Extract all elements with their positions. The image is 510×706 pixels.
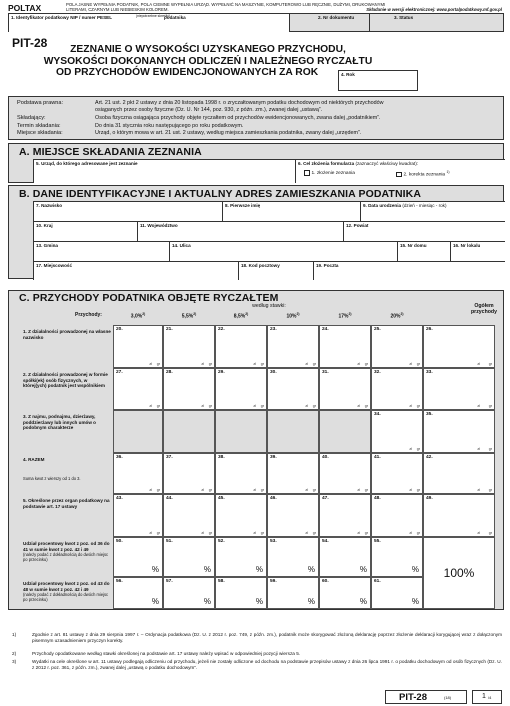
grosz-unit: gr <box>364 362 368 366</box>
zloty-unit: zł <box>357 531 360 535</box>
rate-value: 20% <box>390 313 401 320</box>
field-number: 27. <box>116 370 123 375</box>
rate-footnote-ref: 2) <box>400 312 404 316</box>
house-number-label: 15. Nr domu <box>400 243 427 248</box>
field-number: 55. <box>374 539 381 544</box>
zloty-unit: zł <box>253 362 256 366</box>
percent-sign: % <box>255 565 263 574</box>
field-number: 36. <box>116 455 123 460</box>
field-number: 54. <box>322 539 329 544</box>
section-b-title: B. DANE IDENTYFIKACYJNE I AKTUALNY ADRES ZAMIESZKANIA PODATNIKA <box>19 188 422 200</box>
row-label-partnership <box>23 372 111 389</box>
zloty-unit: zł <box>149 531 152 535</box>
city-field[interactable] <box>33 261 238 280</box>
house-number-field[interactable] <box>397 241 450 261</box>
option-filing[interactable] <box>304 170 355 176</box>
cell-tax-authority-5[interactable] <box>319 494 371 537</box>
tax-office-field[interactable] <box>33 159 295 183</box>
document-number-label: 2. Nr dokumentu <box>318 15 355 20</box>
zloty-unit: zł <box>201 362 204 366</box>
legal-basis-label: Podstawa prawna: <box>17 100 64 106</box>
form-purpose-note: (zaznaczyć właściwy kwadrat): <box>355 161 418 166</box>
rate-footnote-ref: 2) <box>296 312 300 316</box>
grosz-unit: gr <box>488 447 492 451</box>
legal-info-box <box>8 96 504 140</box>
apartment-number-label: 16. Nr lokalu <box>453 243 481 248</box>
first-name-field[interactable] <box>222 201 360 221</box>
grosz-unit: gr <box>208 362 212 366</box>
document-number-field <box>290 14 370 32</box>
field-number: 59. <box>270 579 277 584</box>
total-share-box <box>423 537 495 609</box>
header-id-box <box>8 13 504 32</box>
field-number: 26. <box>426 327 433 332</box>
field-number: 42. <box>426 455 433 460</box>
field-number: 61. <box>374 579 381 584</box>
total-header <box>464 304 504 316</box>
grosz-unit: gr <box>312 531 316 535</box>
zloty-unit: zł <box>477 531 480 535</box>
total-header-line1: Ogółem <box>474 303 494 309</box>
cell-sole-proprietorship-7[interactable] <box>423 325 495 368</box>
nip-pesel-suffix: podatnika <box>164 15 186 20</box>
place-text: Urząd, o którym mowa w art. 21 ust. 2 ustawy, według miejsca zamieszkania podatnika, zwany dalej „urzędem”. <box>95 130 362 136</box>
street-field[interactable] <box>169 241 397 261</box>
cell-rental-1 <box>113 410 163 453</box>
footnote-number: 2) <box>12 651 17 656</box>
country-label: 10. Kraj <box>36 223 53 228</box>
zloty-unit: zł <box>477 362 480 366</box>
zloty-unit: zł <box>409 404 412 408</box>
footnote-text: Wydatki na cele określone w art. 11 ustawy podlegają odliczeniu od przychodu, jeżeli nie zostały odliczone od dochodu na podstawie przepisów ustawy z dnia 26 lipca 1991 r. o podatku dochodowym od osób fizycznych (Dz. U. z 2012 r. poz. 361, z późn. zm.), zwanej dalej „ustawą o podatku dochodowym”. <box>32 659 502 670</box>
cell-rental-4 <box>267 410 319 453</box>
year-label: 4. Rok <box>341 72 355 77</box>
footnote-text: Przychody opodatkowane według stawki określonej na podstawie art. 17 ustawy należy wpisać w odpowiedniej pozycji wiersza 5. <box>32 651 301 656</box>
field-number: 45. <box>218 496 225 501</box>
rate-header-5 <box>319 313 371 320</box>
zloty-unit: zł <box>409 531 412 535</box>
cell-partnership-7[interactable] <box>423 368 495 410</box>
row-label-text: 3. Z najmu, podnajmu, dzierżawy, poddzierżawy lub innych umów o podobnym charakterze <box>23 414 96 430</box>
tax-office-label: 5. Urząd, do którego adresowane jest zeznanie <box>36 161 138 166</box>
zloty-unit: zł <box>305 488 308 492</box>
apartment-number-field[interactable] <box>450 241 505 261</box>
grosz-unit: gr <box>312 362 316 366</box>
grosz-unit: gr <box>416 447 420 451</box>
row-label-text: Udział procentowy kwot z poz. od 43 do 48 w sumie kwot z poz. 42 i 49 <box>23 581 110 592</box>
city-label: 17. Miejscowość <box>36 263 73 268</box>
footnote-text: Zgodnie z art. 81 ustawy z dnia 29 sierpnia 1997 r. – Ordynacja podatkowa (Dz. U. z 2012 r. poz. 749, z późn. zm.), podatnik może skorygować złożoną deklarację poprzez złożenie deklaracji korygującej wraz z dołączonym pisemnym uzasadnieniem przyczyn korekty. <box>32 632 502 643</box>
row-label-text: 5. Określone przez organ podatkowy na podstawie art. 17 ustawy <box>23 498 110 509</box>
percent-sign: % <box>203 565 211 574</box>
grosz-unit: gr <box>416 362 420 366</box>
birth-date-label: 9. Data urodzenia <box>363 203 402 208</box>
grosz-unit: gr <box>364 404 368 408</box>
grosz-unit: gr <box>416 531 420 535</box>
zloty-unit: zł <box>149 488 152 492</box>
grosz-unit: gr <box>416 404 420 408</box>
cell-total-1[interactable] <box>113 453 163 494</box>
grosz-unit: gr <box>260 404 264 408</box>
correction-checkbox[interactable] <box>396 172 402 178</box>
field-number: 29. <box>218 370 225 375</box>
field-number: 46. <box>270 496 277 501</box>
grosz-unit: gr <box>208 404 212 408</box>
field-number: 28. <box>166 370 173 375</box>
grosz-unit: gr <box>260 488 264 492</box>
nip-pesel-note: (niepotrzebne skreślić) <box>136 14 171 18</box>
surname-field[interactable] <box>33 201 222 221</box>
percent-sign: % <box>359 597 367 606</box>
section-a-title: A. MIEJSCE SKŁADANIA ZEZNANIA <box>19 146 202 158</box>
county-field[interactable] <box>343 221 505 241</box>
rate-header-1 <box>113 313 163 320</box>
field-number: 57. <box>166 579 173 584</box>
grosz-unit: gr <box>488 531 492 535</box>
field-number: 47. <box>322 496 329 501</box>
field-number: 43. <box>116 496 123 501</box>
filing-checkbox[interactable] <box>304 170 310 176</box>
footer-code-box <box>385 690 467 704</box>
row-label-share-pct-b <box>23 581 111 603</box>
zloty-unit: zł <box>477 488 480 492</box>
rate-header-3 <box>215 313 267 320</box>
field-number: 23. <box>270 327 277 332</box>
option-correction-sup: 1) <box>446 170 450 174</box>
legal-basis-text2: osiąganych przez osoby fizyczne (Dz. U. Nr 144, poz. 930, z późn. zm.), zwanej dalej „ustawą”. <box>95 106 323 113</box>
footer-page-number: 1 <box>482 693 486 700</box>
rate-value: 17% <box>338 313 349 320</box>
field-number: 39. <box>270 455 277 460</box>
field-number: 33. <box>426 370 433 375</box>
grosz-unit: gr <box>312 404 316 408</box>
submitter-text: Osoba fizyczna osiągająca przychody objęte ryczałtem od przychodów ewidencjonowanych, zwana dalej „podatnikiem”. <box>95 115 381 121</box>
field-number: 48. <box>374 496 381 501</box>
zloty-unit: zł <box>357 362 360 366</box>
field-number: 37. <box>166 455 173 460</box>
footnote-number: 3) <box>12 659 17 664</box>
municipality-field[interactable] <box>33 241 169 261</box>
option-correction-label: 2. korekta zeznania <box>403 172 446 178</box>
zloty-unit: zł <box>201 531 204 535</box>
zloty-unit: zł <box>149 404 152 408</box>
zloty-unit: zł <box>253 488 256 492</box>
cell-partnership-6[interactable] <box>371 368 423 410</box>
cell-share-pct-b-6[interactable] <box>371 577 423 609</box>
deadline-label: Termin składania: <box>17 122 61 129</box>
cell-total-7[interactable] <box>423 453 495 494</box>
field-number: 31. <box>322 370 329 375</box>
cell-sole-proprietorship-5[interactable] <box>319 325 371 368</box>
cell-tax-authority-3[interactable] <box>215 494 267 537</box>
row-label-note: (należy podać z dokładnością do dwóch miejsc po przecinku) <box>23 592 109 602</box>
option-correction[interactable] <box>396 170 449 178</box>
legal-info-rows <box>17 100 501 139</box>
zloty-unit: zł <box>477 447 480 451</box>
birth-date-field[interactable] <box>360 201 505 221</box>
option-filing-label: 1. złożenie zeznania <box>311 171 355 177</box>
cell-share-pct-a-2[interactable] <box>163 537 215 577</box>
field-number: 53. <box>270 539 277 544</box>
nip-pesel-label: 1. Identyfikator podatkowy NIP / numer PESEL <box>11 15 112 20</box>
zloty-unit: zł <box>201 488 204 492</box>
legal-row-place <box>17 132 501 139</box>
cell-tax-authority-2[interactable] <box>163 494 215 537</box>
rate-footnote-ref: 2) <box>193 312 197 316</box>
cell-sole-proprietorship-3[interactable] <box>215 325 267 368</box>
submitter-label: Składający: <box>17 115 46 121</box>
zloty-unit: zł <box>305 531 308 535</box>
row-label-sole-proprietorship <box>23 329 111 340</box>
nip-pesel-field[interactable] <box>9 14 290 32</box>
field-number: 40. <box>322 455 329 460</box>
grosz-unit: gr <box>208 488 212 492</box>
zloty-unit: zł <box>357 488 360 492</box>
zloty-unit: zł <box>253 531 256 535</box>
cell-sole-proprietorship-4[interactable] <box>267 325 319 368</box>
percent-sign: % <box>203 597 211 606</box>
income-header: Przychody: <box>75 312 102 318</box>
cell-tax-authority-1[interactable] <box>113 494 163 537</box>
cell-partnership-1[interactable] <box>113 368 163 410</box>
grosz-unit: gr <box>488 362 492 366</box>
cell-sole-proprietorship-6[interactable] <box>371 325 423 368</box>
zloty-unit: zł <box>477 404 480 408</box>
zloty-unit: zł <box>201 404 204 408</box>
rate-value: 3,0% <box>130 313 143 320</box>
field-number: 21. <box>166 327 173 332</box>
row-label-share-pct-a <box>23 541 111 563</box>
cell-share-pct-b-1[interactable] <box>113 577 163 609</box>
row-label-tax-authority <box>23 498 111 509</box>
form-title-line1: ZEZNANIE O WYSOKOŚCI UZYSKANEGO PRZYCHODU, <box>70 44 346 55</box>
row-label-rental <box>23 414 111 431</box>
percent-sign: % <box>411 597 419 606</box>
cell-share-pct-a-6[interactable] <box>371 537 423 577</box>
rates-header: według stawki: <box>252 303 286 309</box>
form-purpose-field <box>295 159 505 183</box>
field-number: 49. <box>426 496 433 501</box>
footer-version: (18) <box>444 695 452 700</box>
cell-share-pct-b-3[interactable] <box>215 577 267 609</box>
grosz-unit: gr <box>416 488 420 492</box>
field-number: 51. <box>166 539 173 544</box>
instructions-eform: Składanie w wersji elektronicznej: www.portalpodatkowy.mf.gov.pl <box>366 7 502 12</box>
cell-total-4[interactable] <box>267 453 319 494</box>
section-a <box>8 143 504 183</box>
street-label: 14. Ulica <box>172 243 191 248</box>
zloty-unit: zł <box>253 404 256 408</box>
field-number: 34. <box>374 412 381 417</box>
rate-value: 5,5% <box>181 313 194 320</box>
field-number: 58. <box>218 579 225 584</box>
percent-sign: % <box>411 565 419 574</box>
row-label-text: 4. RAZEM <box>23 457 45 462</box>
zloty-unit: zł <box>409 447 412 451</box>
cell-total-5[interactable] <box>319 453 371 494</box>
section-c <box>8 290 504 610</box>
place-label: Miejsce składania: <box>17 130 63 136</box>
field-number: 24. <box>322 327 329 332</box>
rate-footnote-ref: 2) <box>348 312 352 316</box>
row-label-note: (należy podać z dokładnością do dwóch miejsc po przecinku) <box>23 552 109 562</box>
instructions-line1: POLA JASNE WYPEŁNIA PODATNIK, POLA CIEMNE WYPEŁNIA URZĄD. WYPEŁNIĆ NA MASZYNIE, KOMPUTEROWO LUB RĘCZNIE, DUŻYMI, DRUKOWANYMI <box>66 2 386 7</box>
cell-share-pct-b-5[interactable] <box>319 577 371 609</box>
legal-basis-text <box>95 100 500 114</box>
rate-value: 8,5% <box>233 313 246 320</box>
row-label-text: 2. Z działalności prowadzonej w formie spółki(ek) osób fizycznych, w której(ych) podatnik jest wspólnikiem <box>23 372 108 388</box>
percent-sign: % <box>151 597 159 606</box>
grosz-unit: gr <box>312 488 316 492</box>
footer-page-count: /4 <box>488 695 492 700</box>
county-label: 12. Powiat <box>346 223 369 228</box>
cell-rental-2 <box>163 410 215 453</box>
cell-partnership-3[interactable] <box>215 368 267 410</box>
field-number: 50. <box>116 539 123 544</box>
municipality-label: 13. Gmina <box>36 243 58 248</box>
cell-tax-authority-4[interactable] <box>267 494 319 537</box>
cell-share-pct-a-4[interactable] <box>267 537 319 577</box>
zloty-unit: zł <box>149 362 152 366</box>
rate-header-6 <box>371 313 423 320</box>
grosz-unit: gr <box>260 362 264 366</box>
row-label-total <box>23 457 111 481</box>
field-number: 30. <box>270 370 277 375</box>
section-b <box>8 185 504 279</box>
form-title-line2: WYSOKOŚCI DOKONANYCH ODLICZEŃ I NALEŻNEGO RYCZAŁTU <box>43 55 373 67</box>
section-c-title: C. PRZYCHODY PODATNIKA OBJĘTE RYCZAŁTEM <box>19 292 279 304</box>
grosz-unit: gr <box>156 531 160 535</box>
field-number: 60. <box>322 579 329 584</box>
brand-label: POLTAX <box>8 3 42 13</box>
percent-sign: % <box>255 597 263 606</box>
deadline-text: Do dnia 31 stycznia roku następującego po roku podatkowym. <box>95 122 244 129</box>
zloty-unit: zł <box>409 488 412 492</box>
cell-share-pct-b-4[interactable] <box>267 577 319 609</box>
cell-sole-proprietorship-2[interactable] <box>163 325 215 368</box>
total-header-line2: przychody <box>471 308 497 315</box>
field-number: 56. <box>116 579 123 584</box>
field-number: 35. <box>426 412 433 417</box>
form-title-line3: OD PRZYCHODÓW EWIDENCJONOWANYCH ZA ROK <box>56 67 319 79</box>
grosz-unit: gr <box>156 488 160 492</box>
cell-partnership-5[interactable] <box>319 368 371 410</box>
cell-share-pct-a-5[interactable] <box>319 537 371 577</box>
field-number: 25. <box>374 327 381 332</box>
cell-rental-5 <box>319 410 371 453</box>
cell-rental-6[interactable] <box>371 410 423 453</box>
rate-value: 10% <box>286 313 297 320</box>
postal-code-field[interactable] <box>238 261 313 280</box>
field-number: 38. <box>218 455 225 460</box>
voivodeship-label: 11. Województwo <box>140 223 178 228</box>
field-number: 32. <box>374 370 381 375</box>
cell-total-2[interactable] <box>163 453 215 494</box>
surname-label: 7. Nazwisko <box>36 203 63 208</box>
grosz-unit: gr <box>364 531 368 535</box>
grosz-unit: gr <box>364 488 368 492</box>
cell-tax-authority-6[interactable] <box>371 494 423 537</box>
field-number: 41. <box>374 455 381 460</box>
grosz-unit: gr <box>488 488 492 492</box>
cell-tax-authority-7[interactable] <box>423 494 495 537</box>
form-purpose-label: 6. Cel złożenia formularza <box>298 161 355 166</box>
cell-share-pct-a-3[interactable] <box>215 537 267 577</box>
row-label-note: Suma kwot z wierszy od 1 do 3. <box>23 475 81 481</box>
birth-date-note: (dzień - miesiąc - rok) <box>402 203 447 208</box>
rate-header-4 <box>267 313 319 320</box>
country-field[interactable] <box>33 221 137 241</box>
grosz-unit: gr <box>260 531 264 535</box>
instructions <box>66 2 506 12</box>
percent-sign: % <box>359 565 367 574</box>
footer-page-box <box>472 690 502 704</box>
row-label-text: 1. Z działalności prowadzonej na własne nazwisko <box>23 329 111 340</box>
post-office-label: 19. Poczta <box>316 263 339 268</box>
grosz-unit: gr <box>156 404 160 408</box>
zloty-unit: zł <box>357 404 360 408</box>
post-office-field[interactable] <box>313 261 505 280</box>
grosz-unit: gr <box>156 362 160 366</box>
grosz-unit: gr <box>208 531 212 535</box>
zloty-unit: zł <box>305 362 308 366</box>
field-number: 44. <box>166 496 173 501</box>
postal-code-label: 18. Kod pocztowy <box>241 263 280 268</box>
field-number: 22. <box>218 327 225 332</box>
cell-rental-7[interactable] <box>423 410 495 453</box>
row-label-text: Udział procentowy kwot z poz. od 36 do 41 w sumie kwot z poz. 42 i 49 <box>23 541 110 552</box>
cell-total-6[interactable] <box>371 453 423 494</box>
cell-rental-3 <box>215 410 267 453</box>
status-label: 3. Status <box>394 15 414 20</box>
percent-sign: % <box>151 565 159 574</box>
total-share-value: 100% <box>443 566 475 580</box>
percent-sign: % <box>307 597 315 606</box>
footnote-number: 1) <box>12 632 17 637</box>
cell-partnership-2[interactable] <box>163 368 215 410</box>
year-field[interactable] <box>338 70 418 91</box>
form-title <box>34 44 382 79</box>
rate-header-2 <box>163 313 215 320</box>
grosz-unit: gr <box>488 404 492 408</box>
percent-sign: % <box>307 565 315 574</box>
footer-form-code: PIT-28 <box>399 692 427 703</box>
cell-partnership-4[interactable] <box>267 368 319 410</box>
status-field <box>370 14 505 32</box>
legal-basis-text1: Art. 21 ust. 2 pkt 2 ustawy z dnia 20 listopada 1998 r. o zryczałtowanym podatku dochodowym od niektórych przychodów <box>95 100 384 106</box>
rate-footnote-ref: 2) <box>142 312 146 316</box>
first-name-label: 8. Pierwsze imię <box>225 203 261 208</box>
cell-total-3[interactable] <box>215 453 267 494</box>
cell-sole-proprietorship-1[interactable] <box>113 325 163 368</box>
zloty-unit: zł <box>305 404 308 408</box>
voivodeship-field[interactable] <box>137 221 343 241</box>
instructions-line2: LITERAMI, CZARNYM LUB NIEBIESKIM KOLOREM. <box>66 7 169 13</box>
form-code-title: PIT-28 <box>12 36 48 50</box>
cell-share-pct-b-2[interactable] <box>163 577 215 609</box>
field-number: 20. <box>116 327 123 332</box>
rate-footnote-ref: 2) <box>245 312 249 316</box>
zloty-unit: zł <box>409 362 412 366</box>
cell-share-pct-a-1[interactable] <box>113 537 163 577</box>
field-number: 52. <box>218 539 225 544</box>
